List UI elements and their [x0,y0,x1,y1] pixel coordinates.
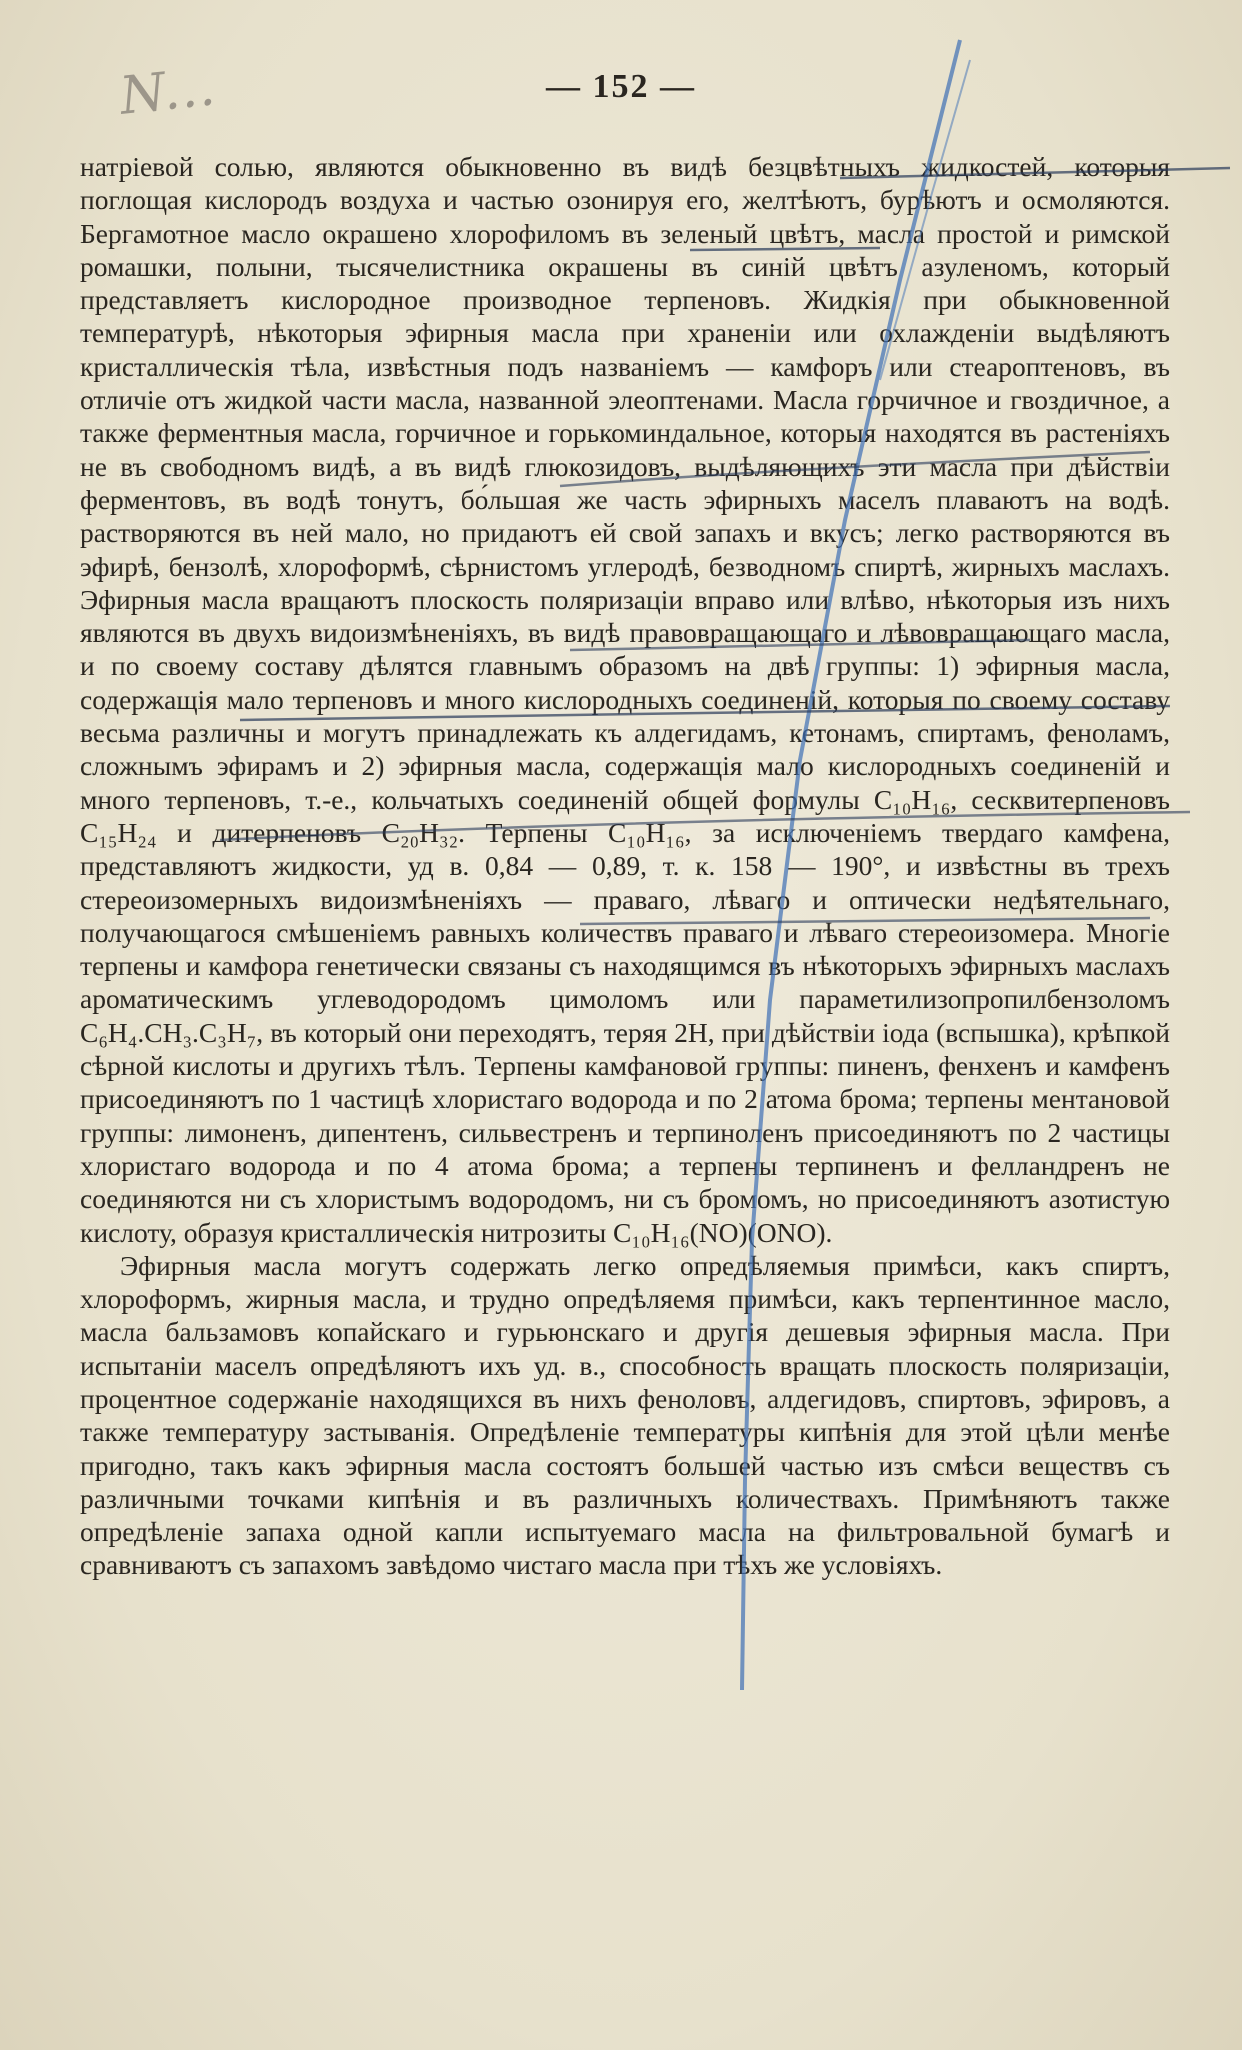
paragraph: натрiевой солью, являются обыкновенно въ видѣ безцвѣтныхъ жидкостей, которыя поглощая кислородъ воздуха и частью озонируя его, желтѣютъ, бурѣютъ и осмоляются. Бергамотное масло окрашено хлорофиломъ въ зеленый цвѣтъ, масла простой и римской ромашки, полыни, тысячелистника окрашены въ синiй цвѣтъ азуленомъ, который представляетъ кислородное производное терпеновъ. Жидкiя при обыкновенной температурѣ, нѣкоторыя эфирныя масла при храненiи или охлажденiи выдѣляютъ кристаллическiя тѣла, извѣстныя подъ названiемъ — камфоръ или стеароптеновъ, въ отличiе отъ жидкой части масла, названной элеоптенами. Масла горчичное и гвоздичное, а также ферментныя масла, горчичное и горькоминдальное, которыя находятся въ растенiяхъ не въ свободномъ видѣ, а въ видѣ глюкозидовъ, выдѣляющихъ эти масла при дѣйствiи ферментовъ, въ водѣ тонутъ, бо́льшая же часть эфирныхъ маселъ плаваютъ на водѣ. растворяются въ ней мало, но придаютъ ей свой запахъ и вкусъ; легко растворяются въ эфирѣ, бензолѣ, хлороформѣ, сѣрнистомъ углеродѣ, безводномъ спиртѣ, жирныхъ маслахъ. Эфирныя масла вращаютъ плоскость поляризацiи вправо или влѣво, нѣкоторыя изъ нихъ являются въ двухъ видоизмѣненiяхъ, въ видѣ правовращающаго и лѣвовращающаго масла, и по своему составу дѣлятся главнымъ образомъ на двѣ группы: 1) эфирныя масла, содержащiя мало терпеновъ и много кислородныхъ соединенiй, которыя по своему составу весьма различны и могутъ принадлежать къ алдегидамъ, кетонамъ, спиртамъ, фенoламъ, сложнымъ эфирамъ и 2) эфирныя масла, содержащiя мало кислородныхъ соединенiй и много терпеновъ, т.-е., кольчатыхъ соединенiй общей формулы C₁₀H₁₆, сесквитерпеновъ C₁₅H₂₄ и дитерпеновъ C₂₀H₃₂. Терпены C₁₀H₁₆, за исключенiемъ твердаго камфена, представляютъ жидкости, уд в. 0,84 — 0,89, т. к. 158 — 190°, и извѣстны въ трехъ стереоизомерныхъ видоизмѣненiяхъ — праваго, лѣваго и оптически недѣятельнаго, получающагося смѣшенiемъ равныхъ количествъ праваго и лѣваго стереоизомера. Многiе терпены и камфора генетически связаны съ находящимся въ нѣкоторыхъ эфирныхъ маслахъ ароматическимъ углеводородомъ цимоломъ или параметилизопропилбензоломъ C₆H₄.CH₃.C₃H₇, въ который они переходятъ, теряя 2H, при дѣйствiи iода (вспышка), крѣпкой сѣрной кислоты и другихъ тѣлъ. Терпены камфановой группы: пиненъ, фенхенъ и камфенъ присоединяютъ по 1 частицѣ хлористаго водорода и по 2 атома брома; терпены ментановой группы: лимоненъ, дипентенъ, сильвестренъ и терпиноленъ присоединяютъ по 2 частицы хлористаго водорода и по 4 атома брома; а терпены терпиненъ и фелландренъ не соединяются ни съ хлористымъ водородомъ, ни съ бромомъ, но присоединяютъ азотистую кислоту, образуя кристаллическiя нитрозиты C₁₀H₁₆(NO)(ONO). [80,151,1170,1248]
handwritten-note: N... [117,57,219,127]
page-body [80,150,1170,1582]
paragraph: Эфирныя масла могутъ содержать легко опредѣляемыя примѣси, какъ спиртъ, хлороформъ, жирныя масла, и трудно опредѣляемя примѣси, какъ терпентинное масло, масла бальзамовъ копайскаго и гурьюнскаго и другiя дешевыя эфирныя масла. При испытанiи маселъ опредѣляютъ ихъ уд. в., способность вращать плоскость поляризацiи, процентное содержанiе находящихся въ нихъ феноловъ, алдегидовъ, спиртовъ, эфировъ, а также температуру застыванiя. Опредѣленiе температуры кипѣнiя для этой цѣли менѣе пригодно, такъ какъ эфирныя масла состоятъ большей частью изъ смѣси веществъ съ различными точками кипѣнiя и въ различныхъ количествахъ. Примѣняютъ также опредѣленiе запаха одной капли испытуемаго масла на фильтровальной бумагѣ и сравниваютъ съ запахомъ завѣдомо чистаго масла при тѣхъ же условiяхъ. [80,1249,1170,1581]
page-number: — 152 — [546,68,696,105]
